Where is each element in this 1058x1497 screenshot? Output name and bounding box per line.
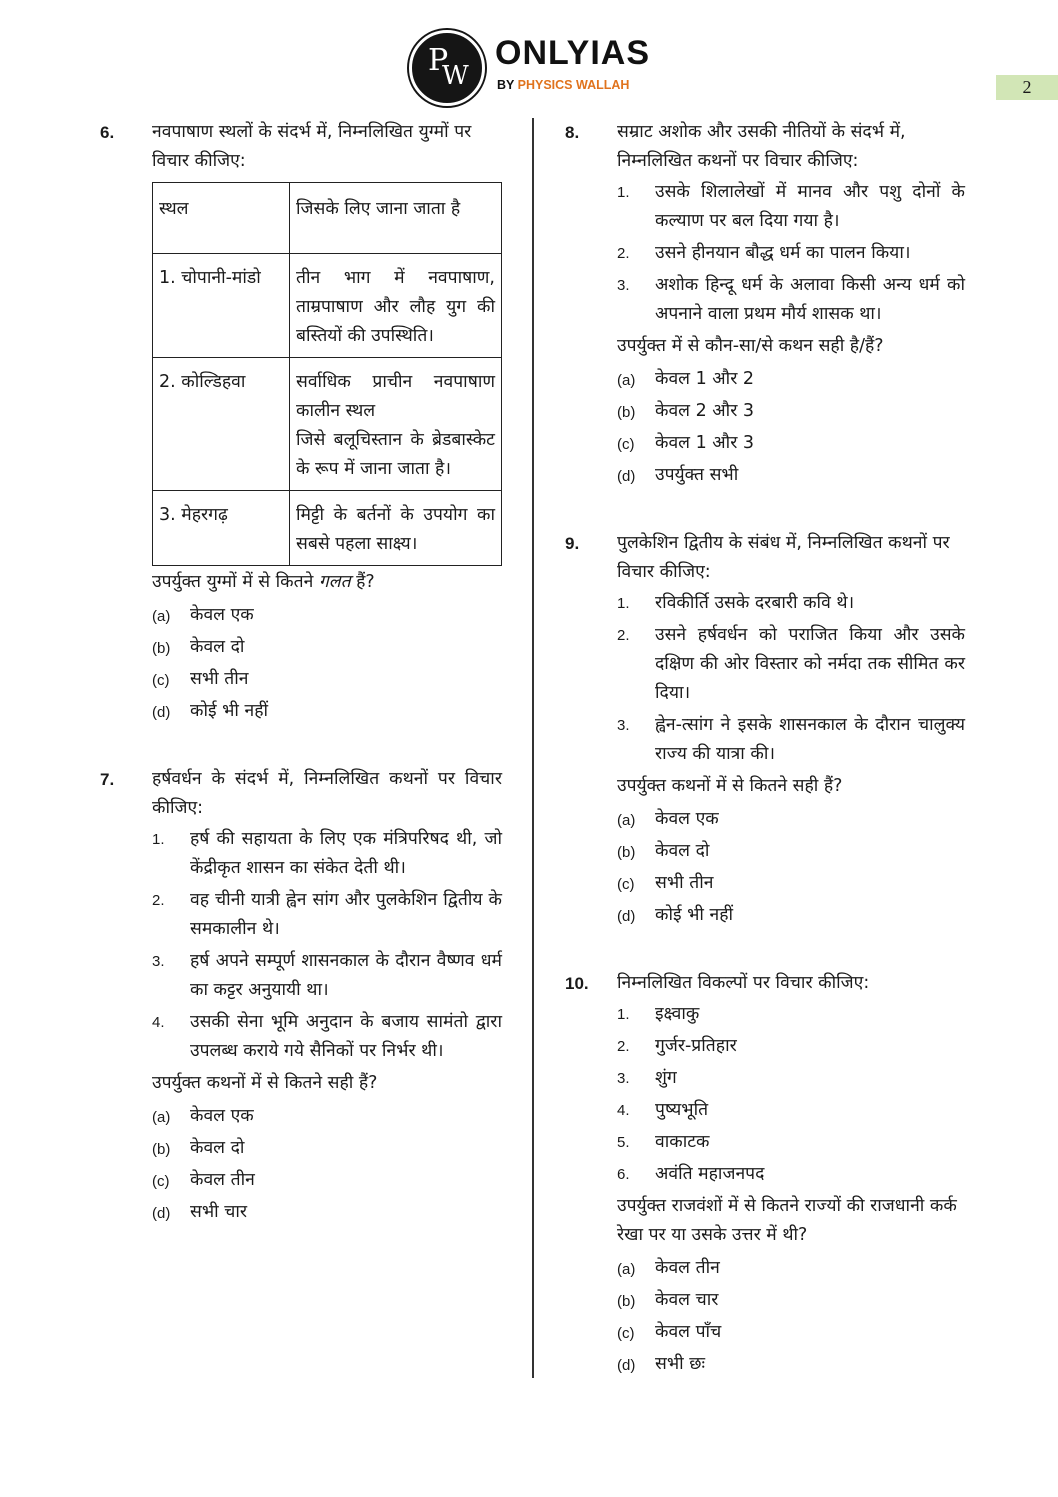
statement: 2. उसने हीनयान बौद्ध धर्म का पालन किया। bbox=[617, 243, 911, 263]
option-b[interactable]: (b) केवल चार bbox=[617, 1290, 719, 1310]
page-header bbox=[0, 22, 1058, 100]
statement: 1. रविकीर्ति उसके दरबारी कवि थे। bbox=[617, 593, 855, 613]
question-ask: उपर्युक्त राजवंशों में से कितने राज्यों की राजधानी कर्क रेखा पर या उसके उत्तर में थी? bbox=[617, 1196, 957, 1245]
site-cell: 3. मेहरगढ़ bbox=[153, 491, 290, 566]
option-c[interactable]: (c) केवल तीन bbox=[152, 1170, 255, 1190]
site-cell: 2. कोल्डिहवा bbox=[153, 358, 290, 491]
statement: 1. इक्ष्वाकु bbox=[617, 1004, 700, 1024]
option-a[interactable]: (a) केवल एक bbox=[617, 809, 719, 829]
statement: 3. ह्वेन-त्सांग ने इसके शासनकाल के दौरान चालुक्य राज्य की यात्रा की। bbox=[617, 715, 965, 764]
statements-list bbox=[617, 1000, 965, 1189]
option-b[interactable]: (b) केवल दो bbox=[152, 1138, 245, 1158]
known-for-cell: तीन भाग में नवपाषाण, ताम्रपाषाण और लौह युग की बस्तियों की उपस्थिति। bbox=[290, 254, 502, 358]
brand-subtitle: BY PHYSICS WALLAH bbox=[497, 78, 630, 92]
statement: 3. अशोक हिन्दू धर्म के अलावा किसी अन्य धर्म को अपनाने वाला प्रथम मौर्य शासक था। bbox=[617, 275, 965, 324]
question-9 bbox=[565, 529, 965, 933]
question-text: हर्षवर्धन के संदर्भ में, निम्नलिखित कथनों पर विचार कीजिए: bbox=[152, 769, 502, 818]
option-d[interactable]: (d) उपर्युक्त सभी bbox=[617, 465, 739, 485]
statement: 5. वाकाटक bbox=[617, 1132, 710, 1152]
pairs-table bbox=[152, 182, 502, 566]
options-list bbox=[617, 805, 965, 933]
options-list bbox=[617, 1254, 965, 1382]
option-b[interactable]: (b) केवल दो bbox=[152, 637, 245, 657]
table-row bbox=[153, 358, 502, 491]
question-text: पुलकेशिन द्वितीय के संबंध में, निम्नलिखित कथनों पर विचार कीजिए: bbox=[617, 533, 950, 582]
option-d[interactable]: (d) कोई भी नहीं bbox=[617, 905, 734, 925]
question-ask: उपर्युक्त युग्मों में से कितने गलत हैं? bbox=[152, 572, 375, 592]
table-header-cell: जिसके लिए जाना जाता है bbox=[290, 183, 502, 254]
brand-name: ONLYIAS bbox=[495, 34, 651, 72]
statement: 2. उसने हर्षवर्धन को पराजित किया और उसके दक्षिण की ओर विस्तार को नर्मदा तक सीमित कर दिया। bbox=[617, 625, 965, 703]
table-header-cell: स्थल bbox=[153, 183, 290, 254]
statement: 2. वह चीनी यात्री ह्वेन सांग और पुलकेशिन द्वितीय के समकालीन थे। bbox=[152, 890, 502, 939]
option-a[interactable]: (a) केवल तीन bbox=[617, 1258, 720, 1278]
pw-logo-icon: P W bbox=[409, 30, 485, 106]
option-c[interactable]: (c) सभी तीन bbox=[617, 873, 714, 893]
question-number: 10. bbox=[565, 974, 589, 993]
statement: 4. उसकी सेना भूमि अनुदान के बजाय सामंतो द्वारा उपलब्ध कराये गये सैनिकों पर निर्भर थी। bbox=[152, 1012, 502, 1061]
statement: 3. हर्ष अपने सम्पूर्ण शासनकाल के दौरान वैष्णव धर्म का कट्टर अनुयायी था। bbox=[152, 951, 502, 1000]
page-number: 2 bbox=[996, 75, 1058, 100]
option-d[interactable]: (d) कोई भी नहीं bbox=[152, 701, 269, 721]
table-row bbox=[153, 491, 502, 566]
option-b[interactable]: (b) केवल 2 और 3 bbox=[617, 401, 755, 421]
statement: 1. उसके शिलालेखों में मानव और पशु दोनों के कल्याण पर बल दिया गया है। bbox=[617, 182, 965, 231]
known-for-cell: मिट्टी के बर्तनों के उपयोग का सबसे पहला साक्ष्य। bbox=[290, 491, 502, 566]
left-column bbox=[100, 118, 502, 1230]
options-list bbox=[152, 601, 502, 729]
option-c[interactable]: (c) केवल 1 और 3 bbox=[617, 433, 755, 453]
question-text: नवपाषाण स्थलों के संदर्भ में, निम्नलिखित युग्मों पर विचार कीजिए: bbox=[152, 122, 472, 171]
question-text: निम्नलिखित विकल्पों पर विचार कीजिए: bbox=[617, 973, 870, 993]
statement: 6. अवंति महाजनपद bbox=[617, 1164, 765, 1184]
option-b[interactable]: (b) केवल दो bbox=[617, 841, 710, 861]
statements-list bbox=[152, 825, 502, 1066]
question-number: 7. bbox=[100, 770, 115, 789]
statement: 1. हर्ष की सहायता के लिए एक मंत्रिपरिषद थी, जो केंद्रीकृत शासन का संकेत देती थी। bbox=[152, 829, 502, 878]
statement: 4. पुष्यभूति bbox=[617, 1100, 709, 1120]
question-number: 9. bbox=[565, 534, 580, 553]
options-list bbox=[152, 1102, 502, 1230]
statement: 3. शुंग bbox=[617, 1068, 677, 1088]
question-text: सम्राट अशोक और उसकी नीतियों के संदर्भ में, निम्नलिखित कथनों पर विचार कीजिए: bbox=[617, 122, 906, 171]
statement: 2. गुर्जर-प्रतिहार bbox=[617, 1036, 737, 1056]
right-column bbox=[565, 118, 965, 1382]
question-ask: उपर्युक्त कथनों में से कितने सही हैं? bbox=[617, 776, 843, 796]
table-row bbox=[153, 254, 502, 358]
question-10 bbox=[565, 969, 965, 1382]
options-list bbox=[617, 365, 965, 493]
option-c[interactable]: (c) सभी तीन bbox=[152, 669, 249, 689]
question-ask: उपर्युक्त में से कौन-सा/से कथन सही है/हैं? bbox=[617, 336, 884, 356]
column-divider bbox=[532, 118, 534, 1378]
site-cell: 1. चोपानी-मांडो bbox=[153, 254, 290, 358]
option-d[interactable]: (d) सभी चार bbox=[152, 1202, 248, 1222]
question-6 bbox=[100, 118, 502, 729]
table-header-row bbox=[153, 183, 502, 254]
option-a[interactable]: (a) केवल एक bbox=[152, 1106, 254, 1126]
option-a[interactable]: (a) केवल 1 और 2 bbox=[617, 369, 755, 389]
option-c[interactable]: (c) केवल पाँच bbox=[617, 1322, 722, 1342]
question-ask: उपर्युक्त कथनों में से कितने सही हैं? bbox=[152, 1073, 378, 1093]
question-7 bbox=[100, 765, 502, 1230]
known-for-cell: सर्वाधिक प्राचीन नवपाषाण कालीन स्थल जिसे बलूचिस्तान के ब्रेडबास्केट के रूप में जाना जाता है। bbox=[290, 358, 502, 491]
option-d[interactable]: (d) सभी छः bbox=[617, 1354, 706, 1374]
option-a[interactable]: (a) केवल एक bbox=[152, 605, 254, 625]
statements-list bbox=[617, 589, 965, 769]
statements-list bbox=[617, 178, 965, 329]
question-number: 8. bbox=[565, 123, 580, 142]
question-8 bbox=[565, 118, 965, 493]
question-number: 6. bbox=[100, 123, 115, 142]
